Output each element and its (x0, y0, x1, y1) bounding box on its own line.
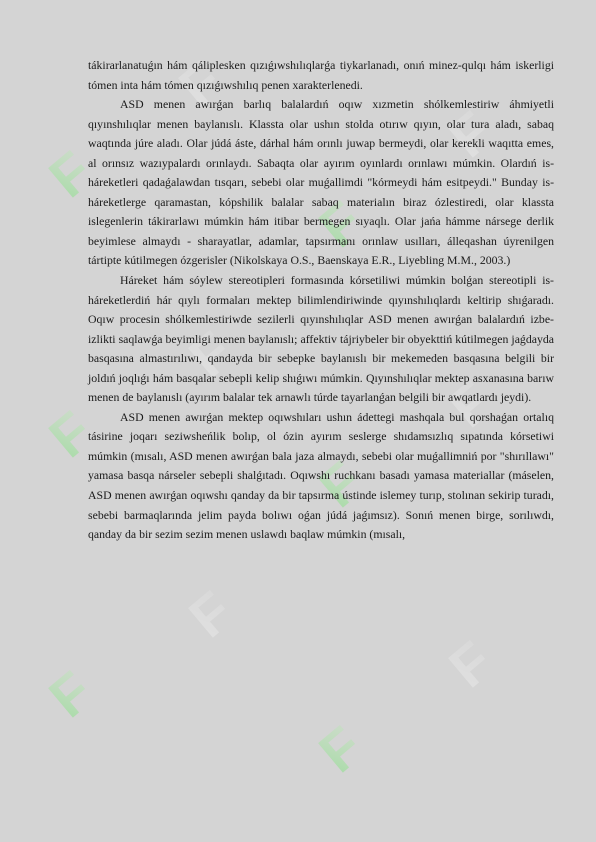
watermark-mark: F (437, 628, 504, 700)
body-text (88, 56, 554, 545)
watermark-mark: F (37, 658, 104, 730)
watermark-mark: F (37, 138, 104, 210)
paragraph: Háreket hám sóylew stereotipleri formasında kórsetiliwi múmkin bolǵan stereotipli is-háreketlerdiń hár qıylı formaları mektep bilimlendiriwinde qıyınshılıqlardı keltirip shıǵaradı. Oqıw procesin shólkemlestiriwde sezilerli qıyınshılıqlar ASD menen awırǵan balalardıń izbe-izlikti saqlawǵa beyimligi menen baylanıslı; affektiv tájriybeler bir obyekttiń kútilmegen jaǵdayda basqasına almastırılıwı, qandayda bir sebepke baylanıslı bir mekemeden basqasına belgili bir joldıń joqlıǵı hám basqalar sebepli kelip shıǵıwı múmkin. Qıyınshılıqlar mektep asxanasına barıw menen de baylanıslı (ayırım balalar tek arnawlı túrde tayarlanǵan belgili bir awqatlardı jeydi). (88, 273, 554, 405)
paragraph-continuation: tákirarlanatuǵın hám qáliplesken qızıǵıwshılıqlarǵa tiykarlanadı, onıń minez-qulqı hám iskerligi tómen inta hám tómen qızıǵıwshılıq penen xarakterlenedi. (88, 58, 554, 92)
watermark-mark: F (307, 713, 374, 785)
paragraph: ASD menen awırǵan mektep oqıwshıları ushın ádettegi mashqala bul qorshaǵan ortalıq tásirine joqarı seziwsheńlik bolıp, ol ózin ayırım seslerge shıdamsızlıq sıpatında kórsetiwi múmkin (mısalı, ASD menen awırǵan bala jaza almaydı, sebebi olar muǵallimniń por "shırıllawı" yamasa basqa nárseler sebepli shalǵıtadı. Oqıwshı ruchkanı basadı yamasa materiallar (máselen, ASD menen awırǵan oqıwshı qanday da bir tapsırma ústinde islemey turıp, stolınan sekirip turadı, sebebi barmaqlarında jelim payda bolıwı oǵan júdá jaǵımsız). Sonıń menen birge, sorılıwdı, qanday da bir sezim sezim menen uslawdı baqlaw múmkin (mısalı, (88, 409, 554, 542)
watermark-mark: F (307, 448, 374, 520)
watermark-mark: F (177, 318, 244, 390)
watermark-mark: F (437, 368, 504, 440)
watermark-mark: F (177, 578, 244, 650)
watermark-mark: F (307, 188, 374, 260)
paragraph: ASD menen awırǵan barlıq balalardıń oqıw xızmetin shólkemlestiriw áhmiyetli qıyınshılıqlar menen baylanıslı. Klassta olar ushın stolda otırıw qıyın, olar tura aladı, sabaq waqtında júre aladı. Olar júdá áste, dárhal hám orınlı juwap bermeydi, olar kerekli waqıtta emes, al orınsız wazıypalardı orınlaydı. Sabaqta olar ayırım oyınlardı orınlawı múmkin. Olardıń is-háreketleri qadaǵalawdan tısqarı, sebebi olar muǵallimdi "kórmeydi hám esitpeydi." Bunday is-háreketlerge qaramastan, kópshilik balalar sabaq materialın biraz ózlestiredi, olar klassta islegenlerin tákirarlawı múmkin hám itibar bermegen sıyaqlı. Olar jańa hámme nársege derlik beyimlese almaydı - sharayatlar, adamlar, tapsırmanı orınlaw usılları, álleqashan úyrenilgen tártipte kútilmegen ózgerisler (Nikolskaya O.S., Baenskaya E.R., Liyebling M.M., 2003.) (88, 97, 554, 268)
watermark-mark: F (437, 98, 504, 170)
watermark-mark: F (167, 48, 234, 120)
watermark-mark: F (37, 398, 104, 470)
